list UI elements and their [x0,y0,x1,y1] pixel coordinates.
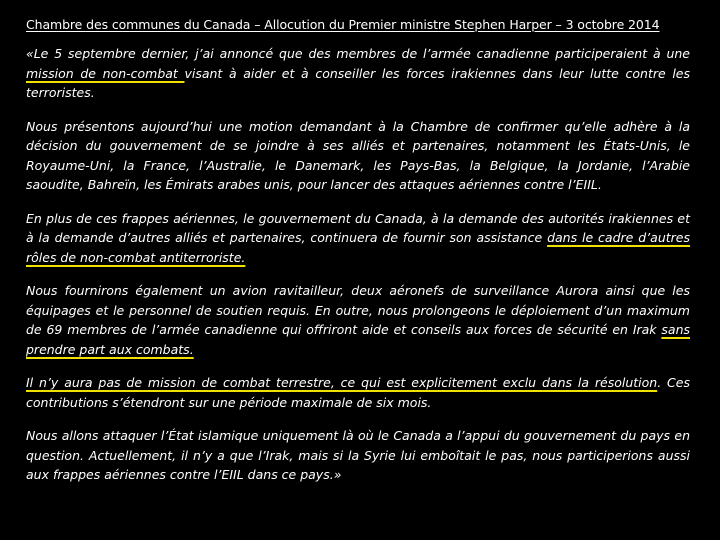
paragraph-4 [26,281,690,359]
paragraph-1-text: «Le 5 septembre dernier, j’ai annoncé que des membres de l’armée canadienne participeraient à une [26,46,690,61]
paragraph-5 [26,373,690,412]
highlight-no-ground-combat: Il n’y aura pas de mission de combat terrestre, ce qui est explicitement exclu dans la résolution [26,375,658,390]
paragraph-1-text-end: visant à aider et à conseiller les forces irakiennes dans leur lutte contre les terroristes. [26,65,691,100]
paragraph-5-text-end: . Ces contributions s’étendront sur une période maximale de six mois. [26,375,690,410]
paragraph-3 [26,209,690,268]
paragraph-6: Nous allons attaquer l’État islamique uniquement là où le Canada a l’appui du gouvernement du pays en question. Actuellement, il n’y a que l’Irak, mais si la Syrie lui emboîtait le pas, nous participerions aussi aux frappes aériennes contre l’EIIL dans ce pays.» [26,428,690,482]
slide-content [26,16,690,499]
document-title: Chambre des communes du Canada – Allocution du Premier ministre Stephen Harper – 3 octobre 2014 [26,17,660,32]
paragraph-4-text: Nous fournirons également un avion ravitailleur, deux aéronefs de surveillance Aurora ainsi que les équipages et le personnel de soutien requis. En outre, nous prolongeons le déploiement d’un maximum de 69 membres de l’armée canadienne qui offriront aide et conseils aux forces de sécurité en Irak [26,283,690,337]
highlight-counterterrorism-role: dans le cadre d’autres rôles de non-combat antiterroriste. [26,230,690,265]
paragraph-2: Nous présentons aujourd’hui une motion demandant à la Chambre de confirmer qu’elle adhère à la décision du gouvernement de se joindre à ses alliés et partenaires, notamment les États-Unis, le Royaume-Uni, la France, l’Australie, le Danemark, les Pays-Bas, la Belgique, la Jordanie, l’Arabie saoudite, Bahreïn, les Émirats arabes unis, pour lancer des attaques aériennes contre l’EIIL. [26,118,690,192]
paragraph-3-text: En plus de ces frappes aériennes, le gouvernement du Canada, à la demande des autorités irakiennes et à la demande d’autres alliés et partenaires, continuera de fournir son assistance [26,210,690,245]
highlight-no-combat-participation: sans prendre part aux combats. [26,322,690,357]
paragraph-1 [26,44,690,103]
highlight-non-combat-mission: mission de non-combat [26,65,185,81]
